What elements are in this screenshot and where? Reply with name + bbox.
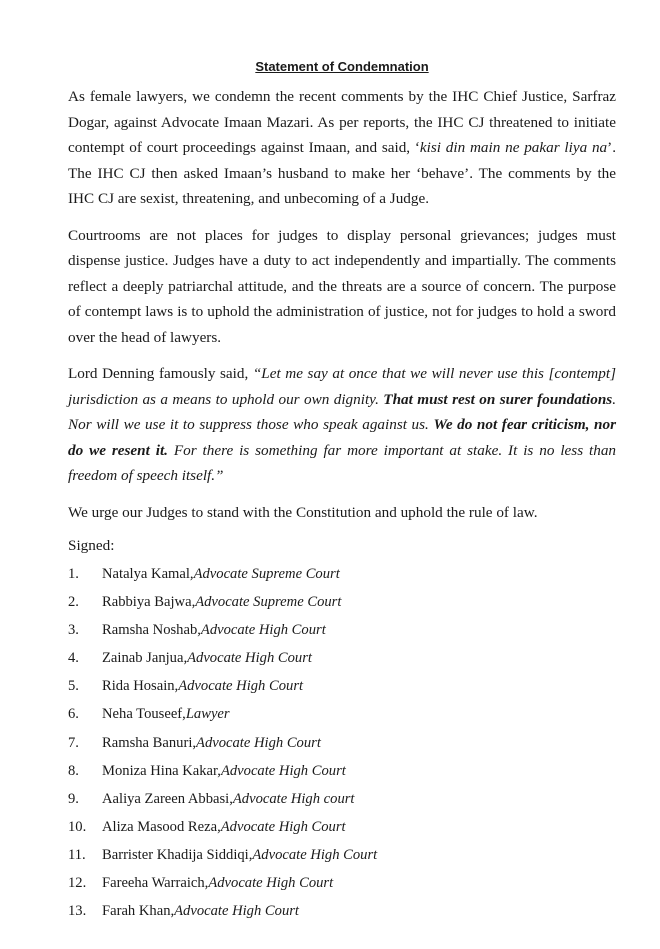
signed-label: Signed: — [68, 537, 115, 554]
signatory-number: 2. — [68, 594, 79, 611]
signatory-name: Farah Khan, — [102, 903, 175, 920]
signatory-number: 12. — [68, 875, 87, 892]
signatory-number: 9. — [68, 790, 79, 807]
signatory-number: 13. — [68, 903, 87, 920]
signatory-title: Lawyer — [185, 706, 230, 723]
document-title: Statement of Condemnation — [255, 59, 429, 74]
signatory-item — [68, 620, 616, 648]
signatory-title: Advocate High Court — [196, 734, 321, 751]
signatory-number: 7. — [68, 734, 79, 751]
signatory-name: Natalya Kamal, — [102, 566, 194, 582]
paragraph-courtrooms: Courtrooms are not places for judges to display personal grievances; judges must dispense justice. Judges have a duty to act independently and impartially. The comments reflect a deeply patriarchal attitude, and the threats are a source of concern. The purpose of contempt laws is to uphold the administration of justice, not for judges to hold a sword over the head of lawyers. — [68, 226, 616, 346]
denning-quote-bold-1: That must rest on surer foundations — [383, 390, 613, 408]
signatory-item — [68, 648, 616, 676]
signatory-name: Ramsha Banuri, — [102, 734, 197, 751]
signatory-title: Advocate Supreme Court — [195, 594, 342, 611]
signatory-number: 10. — [68, 818, 87, 835]
signatory-title: Advocate High Court — [174, 903, 299, 920]
signatory-title: Advocate High Court — [187, 650, 312, 667]
denning-quote-part-1: “Let me say at once that we will never use this [contempt] jurisdiction as a means to uphold our own dignity. — [68, 365, 616, 408]
signatory-name: Rabbiya Bajwa, — [102, 594, 196, 611]
signatory-title: Advocate High Court — [252, 846, 378, 863]
signatory-item — [68, 873, 616, 901]
signatory-item — [68, 733, 616, 761]
paragraph-condemnation-text-a: As female lawyers, we condemn the recent comments by the IHC Chief Justice, Sarfraz Dogar, against Advocate Imaan Mazari. As per reports, the IHC CJ threatened to initiate contempt of court proceedings against Imaan, and said, ‘ — [68, 88, 616, 156]
signatory-item — [68, 901, 616, 929]
paragraph-urge-judges: We urge our Judges to stand with the Constitution and uphold the rule of law. — [68, 503, 538, 521]
signatory-item — [68, 761, 616, 789]
denning-intro: Lord Denning famously said, — [68, 365, 253, 382]
signatory-item — [68, 817, 616, 845]
quoted-remark: kisi din main ne pakar liya na — [419, 139, 608, 156]
signatory-name: Neha Touseef, — [102, 706, 186, 723]
signatory-title: Advocate Supreme Court — [193, 566, 340, 582]
denning-quote-bold-2: We do not fear criticism, nor do we resent it. — [68, 416, 617, 459]
signatory-name: Fareeha Warraich, — [102, 875, 209, 892]
signatory-name: Aaliya Zareen Abbasi, — [102, 790, 233, 807]
signatory-list — [68, 564, 616, 929]
signatory-number: 3. — [68, 622, 79, 639]
signatory-title: Advocate High Court — [208, 875, 334, 892]
signatory-name: Moniza Hina Kakar, — [102, 762, 221, 779]
signatory-name: Barrister Khadija Siddiqi, — [102, 846, 253, 863]
signatory-title: Advocate High Court — [200, 622, 326, 639]
signatory-number: 4. — [68, 650, 79, 667]
signatory-item — [68, 789, 616, 817]
signatory-item — [68, 564, 616, 592]
signatory-number: 6. — [68, 706, 79, 723]
signatory-number: 1. — [68, 566, 79, 582]
signatory-title: Advocate High Court — [220, 762, 346, 779]
signatory-name: Zainab Janjua, — [102, 650, 188, 667]
signatory-title: Advocate High court — [232, 790, 355, 807]
paragraph-condemnation-text-b: ’. The IHC CJ then asked Imaan’s husband to make her ‘behave’. The comments by the IHC CJ are sexist, threatening, and unbecoming of a Judge. — [68, 139, 616, 207]
signatory-title: Advocate High Court — [178, 678, 304, 695]
denning-quote — [68, 365, 616, 484]
signatory-title: Advocate High Court — [220, 818, 346, 835]
denning-quote-part-3: For there is something far more important at stake. It is no less than freedom of speech itself.” — [68, 441, 617, 484]
signatory-number: 8. — [68, 762, 79, 779]
signatory-name: Ramsha Noshab, — [102, 622, 201, 639]
signatory-item — [68, 704, 616, 732]
denning-quote-part-2: . Nor will we use it to suppress those who speak against us. — [68, 390, 616, 433]
statement-document — [68, 58, 616, 929]
signatory-item — [68, 845, 616, 873]
signatory-number: 5. — [68, 678, 79, 695]
signatory-item — [68, 676, 616, 704]
signatory-name: Aliza Masood Reza, — [102, 818, 221, 835]
signatory-name: Rida Hosain, — [102, 678, 179, 695]
paragraph-condemnation — [68, 84, 616, 212]
signatory-number: 11. — [68, 846, 86, 863]
paragraph-lord-denning — [68, 361, 616, 489]
signatory-item — [68, 592, 616, 620]
